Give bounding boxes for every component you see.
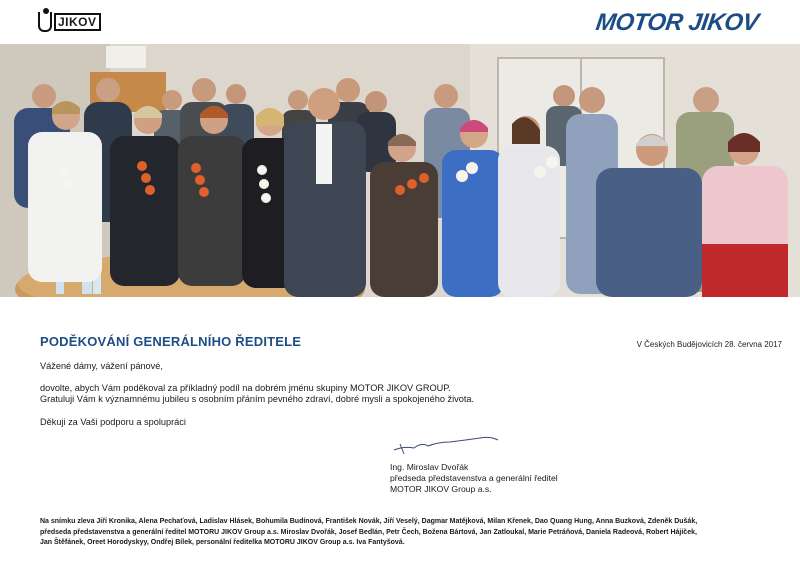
group-photo-illustration — [0, 44, 800, 297]
signatory-name: Ing. Miroslav Dvořák — [390, 462, 469, 472]
signatory-role: předseda představenstva a generální ředitel — [390, 473, 558, 483]
handwritten-signature — [392, 432, 502, 456]
letter-paragraph-line-2: Gratuluji Vám k významnému jubileu s osobním přáním pevného zdraví, dobré mysli a spokojeného života. — [40, 394, 475, 404]
caption-line: předseda představenstva a generální ředitel MOTORU JIKOV Group a.s. Miroslav Dvořák, Josef Bedlán, Petr Čech, Božena Bártová, Jan Zatloukal, Marie Petráňová, Daniela Radeová, Robert Hájíček, — [40, 528, 697, 536]
jikov-emblem-icon — [38, 12, 52, 32]
signatory-block — [390, 462, 558, 495]
jikov-logo-text: JIKOV — [54, 13, 101, 31]
group-photo — [0, 44, 800, 297]
jikov-logo — [38, 11, 101, 33]
letter-paragraph-line-1: dovolte, abych Vám poděkoval za příkladný podíl na dobrém jménu skupiny MOTOR JIKOV GROUP. — [40, 383, 451, 393]
letter-thanks: Děkuji za Vaši podporu a spolupráci — [40, 417, 186, 427]
photo-caption — [40, 517, 785, 549]
letter-title: PODĚKOVÁNÍ GENERÁLNÍHO ŘEDITELE — [40, 334, 302, 349]
caption-line: Na snímku zleva Jiří Kronika, Alena Pechaťová, Ladislav Hlásek, Bohumila Budínová, František Novák, Jiří Veselý, Dagmar Matějková, Milan Křenek, Dao Quang Hung, Anna Buzková, Zdeněk Dušák, — [40, 518, 698, 525]
signatory-company: MOTOR JIKOV Group a.s. — [390, 484, 492, 494]
letter-greeting: Vážené dámy, vážení pánové, — [40, 361, 163, 371]
caption-line: Jan Štěfánek, Oreet Horodyskyy, Ondřej Bílek, personální ředitelka MOTORU JIKOV Group a.s. Iva Fantyšová. — [40, 539, 405, 546]
letter-date: V Českých Budějovicích 28. června 2017 — [636, 340, 782, 349]
motor-jikov-logo: MOTOR JIKOV — [594, 9, 760, 36]
header — [0, 0, 800, 44]
